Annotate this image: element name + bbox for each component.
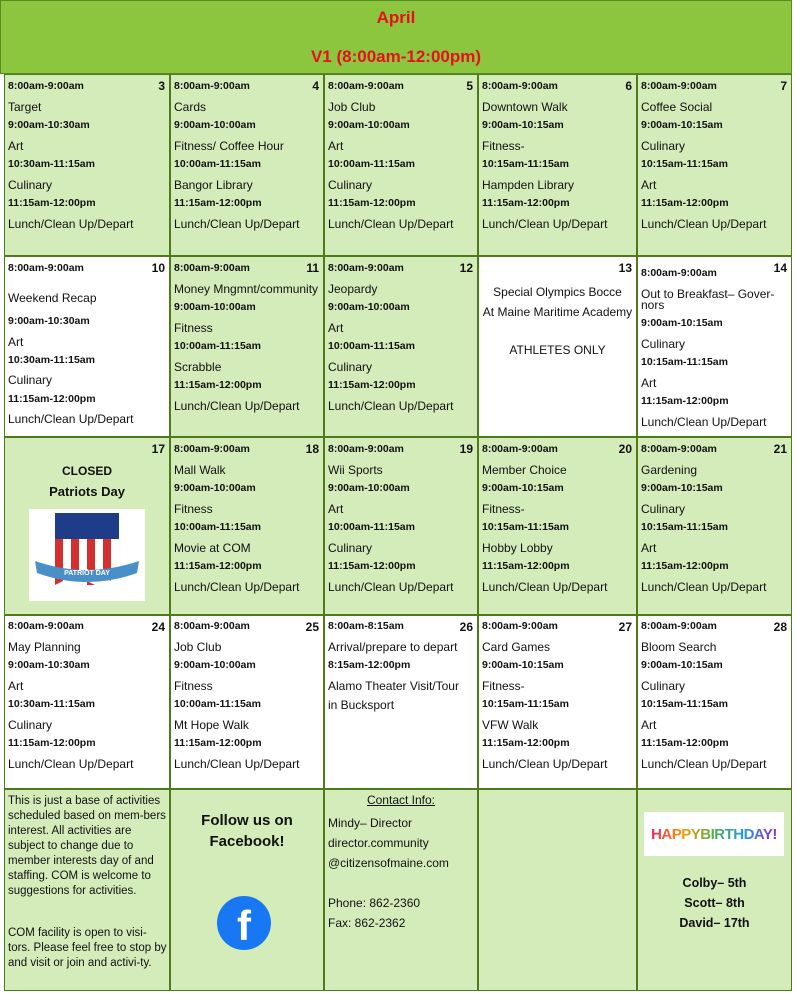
- activity-label: Art: [8, 335, 24, 349]
- activity-label: Art: [641, 375, 657, 390]
- contact-phone: Phone: 862-2360: [328, 896, 421, 910]
- day-number: 11: [306, 261, 319, 275]
- day-cell-17: [4, 437, 170, 615]
- activity-label: Culinary: [8, 177, 53, 192]
- day-number: 24: [151, 620, 165, 634]
- time-slot: 9:00am-10:30am: [8, 119, 90, 131]
- day-number: 26: [459, 620, 473, 634]
- activity-label: Art: [328, 320, 344, 335]
- activity-label: Fitness: [174, 501, 213, 516]
- day-cell-25: [170, 615, 324, 789]
- activity-label: Movie at COM: [174, 540, 251, 555]
- activity-label: Target: [8, 99, 42, 114]
- day-cell-5: [324, 74, 478, 256]
- facebook-cell: [170, 789, 324, 991]
- time-slot: 11:15am-12:00pm: [174, 737, 262, 749]
- time-slot: 8:00am-8:15am: [328, 620, 404, 632]
- time-slot: 9:00am-10:00am: [174, 301, 256, 313]
- calendar-header: [0, 0, 792, 74]
- visitors-note: COM facility is open to visi-tors. Please feel free to stop by and visit or join and activi-ty.: [8, 927, 167, 969]
- activity-label: Culinary: [641, 501, 686, 516]
- time-slot: 10:30am-11:15am: [8, 698, 95, 710]
- time-slot: 10:15am-11:15am: [641, 521, 728, 533]
- time-slot: 10:00am-11:15am: [174, 158, 261, 170]
- day-number: 7: [780, 79, 787, 93]
- contact-cell: [324, 789, 478, 991]
- schedule-title: V1 (8:00am-12:00pm): [310, 47, 482, 66]
- time-slot: 9:00am-10:15am: [641, 119, 723, 131]
- activity-label: Out to Breakfast– Gover-: [641, 286, 775, 301]
- activity-label: Lunch/Clean Up/Depart: [641, 414, 767, 429]
- time-slot: 11:15am-12:00pm: [174, 197, 262, 209]
- activity-label: Culinary: [328, 540, 373, 555]
- day-number: 12: [459, 261, 473, 275]
- contact-name: Mindy– Director: [328, 816, 413, 830]
- holiday-label: Patriots Day: [49, 484, 125, 499]
- day-cell-21: [637, 437, 792, 615]
- contact-fax: Fax: 862-2362: [328, 916, 406, 930]
- time-slot: 9:00am-10:00am: [174, 482, 256, 494]
- activity-label: May Planning: [8, 639, 81, 654]
- activity-label: Lunch/Clean Up/Depart: [8, 756, 134, 771]
- time-slot: 11:15am-12:00pm: [482, 197, 570, 209]
- activity-label: Bangor Library: [174, 177, 253, 192]
- flag-banner-icon: [29, 509, 145, 601]
- svg-text:PATRIOT DAY: PATRIOT DAY: [64, 570, 110, 577]
- day-cell-13: [478, 256, 637, 437]
- time-slot: 10:15am-11:15am: [641, 356, 728, 368]
- patriot-day-image: [29, 509, 145, 601]
- empty-cell: [478, 789, 637, 991]
- time-slot: 11:15am-12:00pm: [641, 737, 729, 749]
- facebook-icon[interactable]: [217, 896, 271, 950]
- activity-label: Lunch/Clean Up/Depart: [328, 579, 454, 594]
- time-slot: 11:15am-12:00pm: [174, 379, 262, 391]
- time-slot: 9:00am-10:00am: [328, 482, 410, 494]
- activity-label: Culinary: [8, 717, 53, 732]
- time-slot: 11:15am-12:00pm: [8, 737, 96, 749]
- time-slot: 8:00am-9:00am: [641, 267, 717, 279]
- activity-label: Scrabble: [174, 359, 222, 374]
- time-slot: 11:15am-12:00pm: [641, 395, 729, 407]
- time-slot: 9:00am-10:30am: [8, 659, 90, 671]
- time-slot: 11:15am-12:00pm: [482, 560, 570, 572]
- activity-label: Art: [8, 138, 24, 153]
- day-cell-27: [478, 615, 637, 789]
- time-slot: 10:00am-11:15am: [328, 521, 415, 533]
- activity-label: Gardening: [641, 462, 698, 477]
- time-slot: 11:15am-12:00pm: [328, 197, 416, 209]
- activity-label: Lunch/Clean Up/Depart: [8, 412, 134, 426]
- activity-label: Fitness-: [482, 501, 525, 516]
- activity-label: Lunch/Clean Up/Depart: [482, 756, 608, 771]
- activity-label: Fitness/ Coffee Hour: [174, 138, 284, 153]
- time-slot: 9:00am-10:15am: [641, 659, 723, 671]
- activity-label: Culinary: [328, 177, 373, 192]
- activity-label: Art: [8, 678, 24, 693]
- time-slot: 8:00am-9:00am: [8, 620, 84, 632]
- activity-label: Lunch/Clean Up/Depart: [328, 398, 454, 413]
- time-slot: 8:00am-9:00am: [8, 80, 84, 92]
- activity-label: Culinary: [328, 359, 373, 374]
- activity-label: Lunch/Clean Up/Depart: [174, 579, 300, 594]
- time-slot: 10:15am-11:15am: [482, 698, 569, 710]
- time-slot: 8:00am-9:00am: [641, 80, 717, 92]
- time-slot: 10:15am-11:15am: [641, 158, 728, 170]
- day-cell-24: [4, 615, 170, 789]
- time-slot: 8:00am-9:00am: [641, 443, 717, 455]
- day-number: 20: [618, 442, 632, 456]
- activity-label: Culinary: [641, 678, 686, 693]
- time-slot: 9:00am-10:00am: [174, 659, 256, 671]
- activity-label: Jeopardy: [328, 281, 378, 296]
- activity-label: Hobby Lobby: [482, 540, 553, 555]
- time-slot: 9:00am-10:15am: [641, 317, 723, 329]
- activity-label: Lunch/Clean Up/Depart: [641, 216, 767, 231]
- activity-label: Fitness-: [482, 678, 525, 693]
- day-cell-19: [324, 437, 478, 615]
- time-slot: 10:30am-11:15am: [8, 354, 95, 366]
- time-slot: 9:00am-10:15am: [482, 119, 564, 131]
- time-slot: 11:15am-12:00pm: [8, 393, 96, 405]
- day-cell-14: [637, 256, 792, 437]
- follow-us-label: Follow us on: [201, 812, 293, 829]
- activity-label: Art: [328, 138, 344, 153]
- time-slot: 11:15am-12:00pm: [482, 737, 570, 749]
- footer-note-cell: [4, 789, 170, 991]
- activity-label: VFW Walk: [482, 717, 539, 732]
- birthday-entry: Scott– 8th: [684, 896, 745, 910]
- activity-label: Culinary: [8, 373, 53, 387]
- activity-label: Alamo Theater Visit/Tour: [328, 678, 459, 693]
- day-cell-4: [170, 74, 324, 256]
- day-number: 21: [773, 442, 787, 456]
- birthday-cell: [637, 789, 792, 991]
- activity-label: Art: [641, 717, 657, 732]
- day-cell-12: [324, 256, 478, 437]
- happy-birthday-banner: [644, 812, 784, 856]
- time-slot: 11:15am-12:00pm: [328, 379, 416, 391]
- day-number: 3: [158, 79, 165, 93]
- birthday-entry: Colby– 5th: [682, 876, 747, 890]
- event-text: ATHLETES ONLY: [509, 343, 606, 357]
- time-slot: 8:00am-9:00am: [328, 443, 404, 455]
- activity-label: Lunch/Clean Up/Depart: [174, 216, 300, 231]
- activity-label: Lunch/Clean Up/Depart: [641, 756, 767, 771]
- contact-title: Contact Info:: [366, 793, 436, 807]
- time-slot: 10:15am-11:15am: [482, 521, 569, 533]
- time-slot: 8:00am-9:00am: [8, 262, 84, 274]
- time-slot: 8:00am-9:00am: [174, 80, 250, 92]
- day-number: 13: [618, 261, 632, 275]
- day-cell-20: [478, 437, 637, 615]
- activity-label: Lunch/Clean Up/Depart: [174, 398, 300, 413]
- day-number: 4: [312, 79, 319, 93]
- day-cell-10: [4, 256, 170, 437]
- activity-label: Lunch/Clean Up/Depart: [328, 216, 454, 231]
- activity-label: Fitness: [174, 678, 213, 693]
- activity-label: Weekend Recap: [8, 291, 97, 305]
- time-slot: 10:00am-11:15am: [174, 521, 261, 533]
- activity-label: Mt Hope Walk: [174, 717, 249, 732]
- time-slot: 11:15am-12:00pm: [174, 560, 262, 572]
- month-title: April: [376, 8, 416, 27]
- activity-label: Art: [328, 501, 344, 516]
- activity-label: Lunch/Clean Up/Depart: [8, 216, 134, 231]
- time-slot: 11:15am-12:00pm: [8, 197, 96, 209]
- day-number: 5: [466, 79, 473, 93]
- activity-label: Arrival/prepare to depart: [328, 639, 458, 654]
- time-slot: 10:00am-11:15am: [174, 340, 261, 352]
- day-number: 18: [305, 442, 319, 456]
- day-cell-7: [637, 74, 792, 256]
- time-slot: 8:00am-9:00am: [174, 443, 250, 455]
- time-slot: 9:00am-10:00am: [328, 119, 410, 131]
- contact-email-line1: director.community: [328, 836, 429, 850]
- day-number: 19: [459, 442, 473, 456]
- time-slot: 10:00am-11:15am: [174, 698, 261, 710]
- time-slot: 11:15am-12:00pm: [641, 197, 729, 209]
- activity-label: Member Choice: [482, 462, 567, 477]
- activity-label: Wii Sports: [328, 462, 383, 477]
- day-number: 28: [773, 620, 787, 634]
- day-number: 10: [151, 261, 165, 275]
- day-number: 25: [305, 620, 319, 634]
- time-slot: 10:15am-11:15am: [482, 158, 569, 170]
- time-slot: 10:15am-11:15am: [641, 698, 728, 710]
- contact-email-line2: @citizensofmaine.com: [328, 856, 449, 870]
- activity-label: Lunch/Clean Up/Depart: [174, 756, 300, 771]
- time-slot: 9:00am-10:15am: [641, 482, 723, 494]
- activity-label: Card Games: [482, 639, 551, 654]
- activity-label: in Bucksport: [328, 698, 395, 712]
- event-text: Special Olympics Bocce: [493, 285, 622, 299]
- time-slot: 8:15am-12:00pm: [328, 659, 411, 671]
- time-slot: 8:00am-9:00am: [174, 620, 250, 632]
- activity-label: Fitness: [174, 320, 213, 335]
- time-slot: 8:00am-9:00am: [328, 262, 404, 274]
- activity-label: Downtown Walk: [482, 99, 568, 114]
- activity-label: Coffee Social: [641, 99, 713, 114]
- time-slot: 8:00am-9:00am: [482, 620, 558, 632]
- time-slot: 9:00am-10:00am: [328, 301, 410, 313]
- activity-label: Hampden Library: [482, 177, 575, 192]
- event-text: At Maine Maritime Academy: [482, 305, 633, 319]
- activity-label: Culinary: [641, 138, 686, 153]
- day-number: 17: [151, 442, 165, 456]
- day-cell-6: [478, 74, 637, 256]
- day-number: 6: [625, 79, 632, 93]
- day-cell-26: [324, 615, 478, 789]
- activity-label: Bloom Search: [641, 639, 717, 654]
- day-number: 14: [773, 261, 787, 275]
- day-cell-11: [170, 256, 324, 437]
- time-slot: 11:15am-12:00pm: [641, 560, 729, 572]
- time-slot: 8:00am-9:00am: [174, 262, 250, 274]
- birthday-entry: David– 17th: [679, 916, 750, 930]
- activity-label: Culinary: [641, 336, 686, 351]
- time-slot: 8:00am-9:00am: [641, 620, 717, 632]
- activity-label: Mall Walk: [174, 462, 226, 477]
- activity-label: Lunch/Clean Up/Depart: [482, 216, 608, 231]
- time-slot: 10:00am-11:15am: [328, 340, 415, 352]
- day-cell-28: [637, 615, 792, 789]
- activity-label: Job Club: [174, 639, 222, 654]
- day-number: 27: [618, 620, 632, 634]
- activities-note: This is just a base of activities scheduled based on mem-bers interest. All activities are subject to change due to member interests day of and staffing. COM is welcome to suggestions for activities.: [8, 795, 166, 897]
- time-slot: 8:00am-9:00am: [482, 80, 558, 92]
- activity-label: Cards: [174, 99, 207, 114]
- activity-label: Money Mngmnt/community: [174, 281, 319, 296]
- facebook-letter: f: [237, 902, 251, 949]
- activity-label: Lunch/Clean Up/Depart: [641, 579, 767, 594]
- activity-label: Job Club: [328, 99, 376, 114]
- activity-label: Art: [641, 540, 657, 555]
- activity-label: Lunch/Clean Up/Depart: [482, 579, 608, 594]
- activity-label: Art: [641, 177, 657, 192]
- time-slot: 9:00am-10:15am: [482, 659, 564, 671]
- time-slot: 11:15am-12:00pm: [328, 560, 416, 572]
- time-slot: 9:00am-10:15am: [482, 482, 564, 494]
- day-cell-18: [170, 437, 324, 615]
- time-slot: 9:00am-10:00am: [174, 119, 256, 131]
- happy-birthday-text: HAPPYBIRTHDAY!: [651, 825, 777, 843]
- time-slot: 8:00am-9:00am: [328, 80, 404, 92]
- closed-label: CLOSED: [61, 464, 112, 478]
- activity-label: Fitness-: [482, 138, 525, 153]
- time-slot: 10:30am-11:15am: [8, 158, 95, 170]
- time-slot: 9:00am-10:30am: [8, 315, 90, 327]
- day-cell-3: [4, 74, 170, 256]
- time-slot: 8:00am-9:00am: [482, 443, 558, 455]
- time-slot: 10:00am-11:15am: [328, 158, 415, 170]
- activity-label: nors: [641, 297, 665, 312]
- facebook-label: Facebook!: [209, 833, 285, 850]
